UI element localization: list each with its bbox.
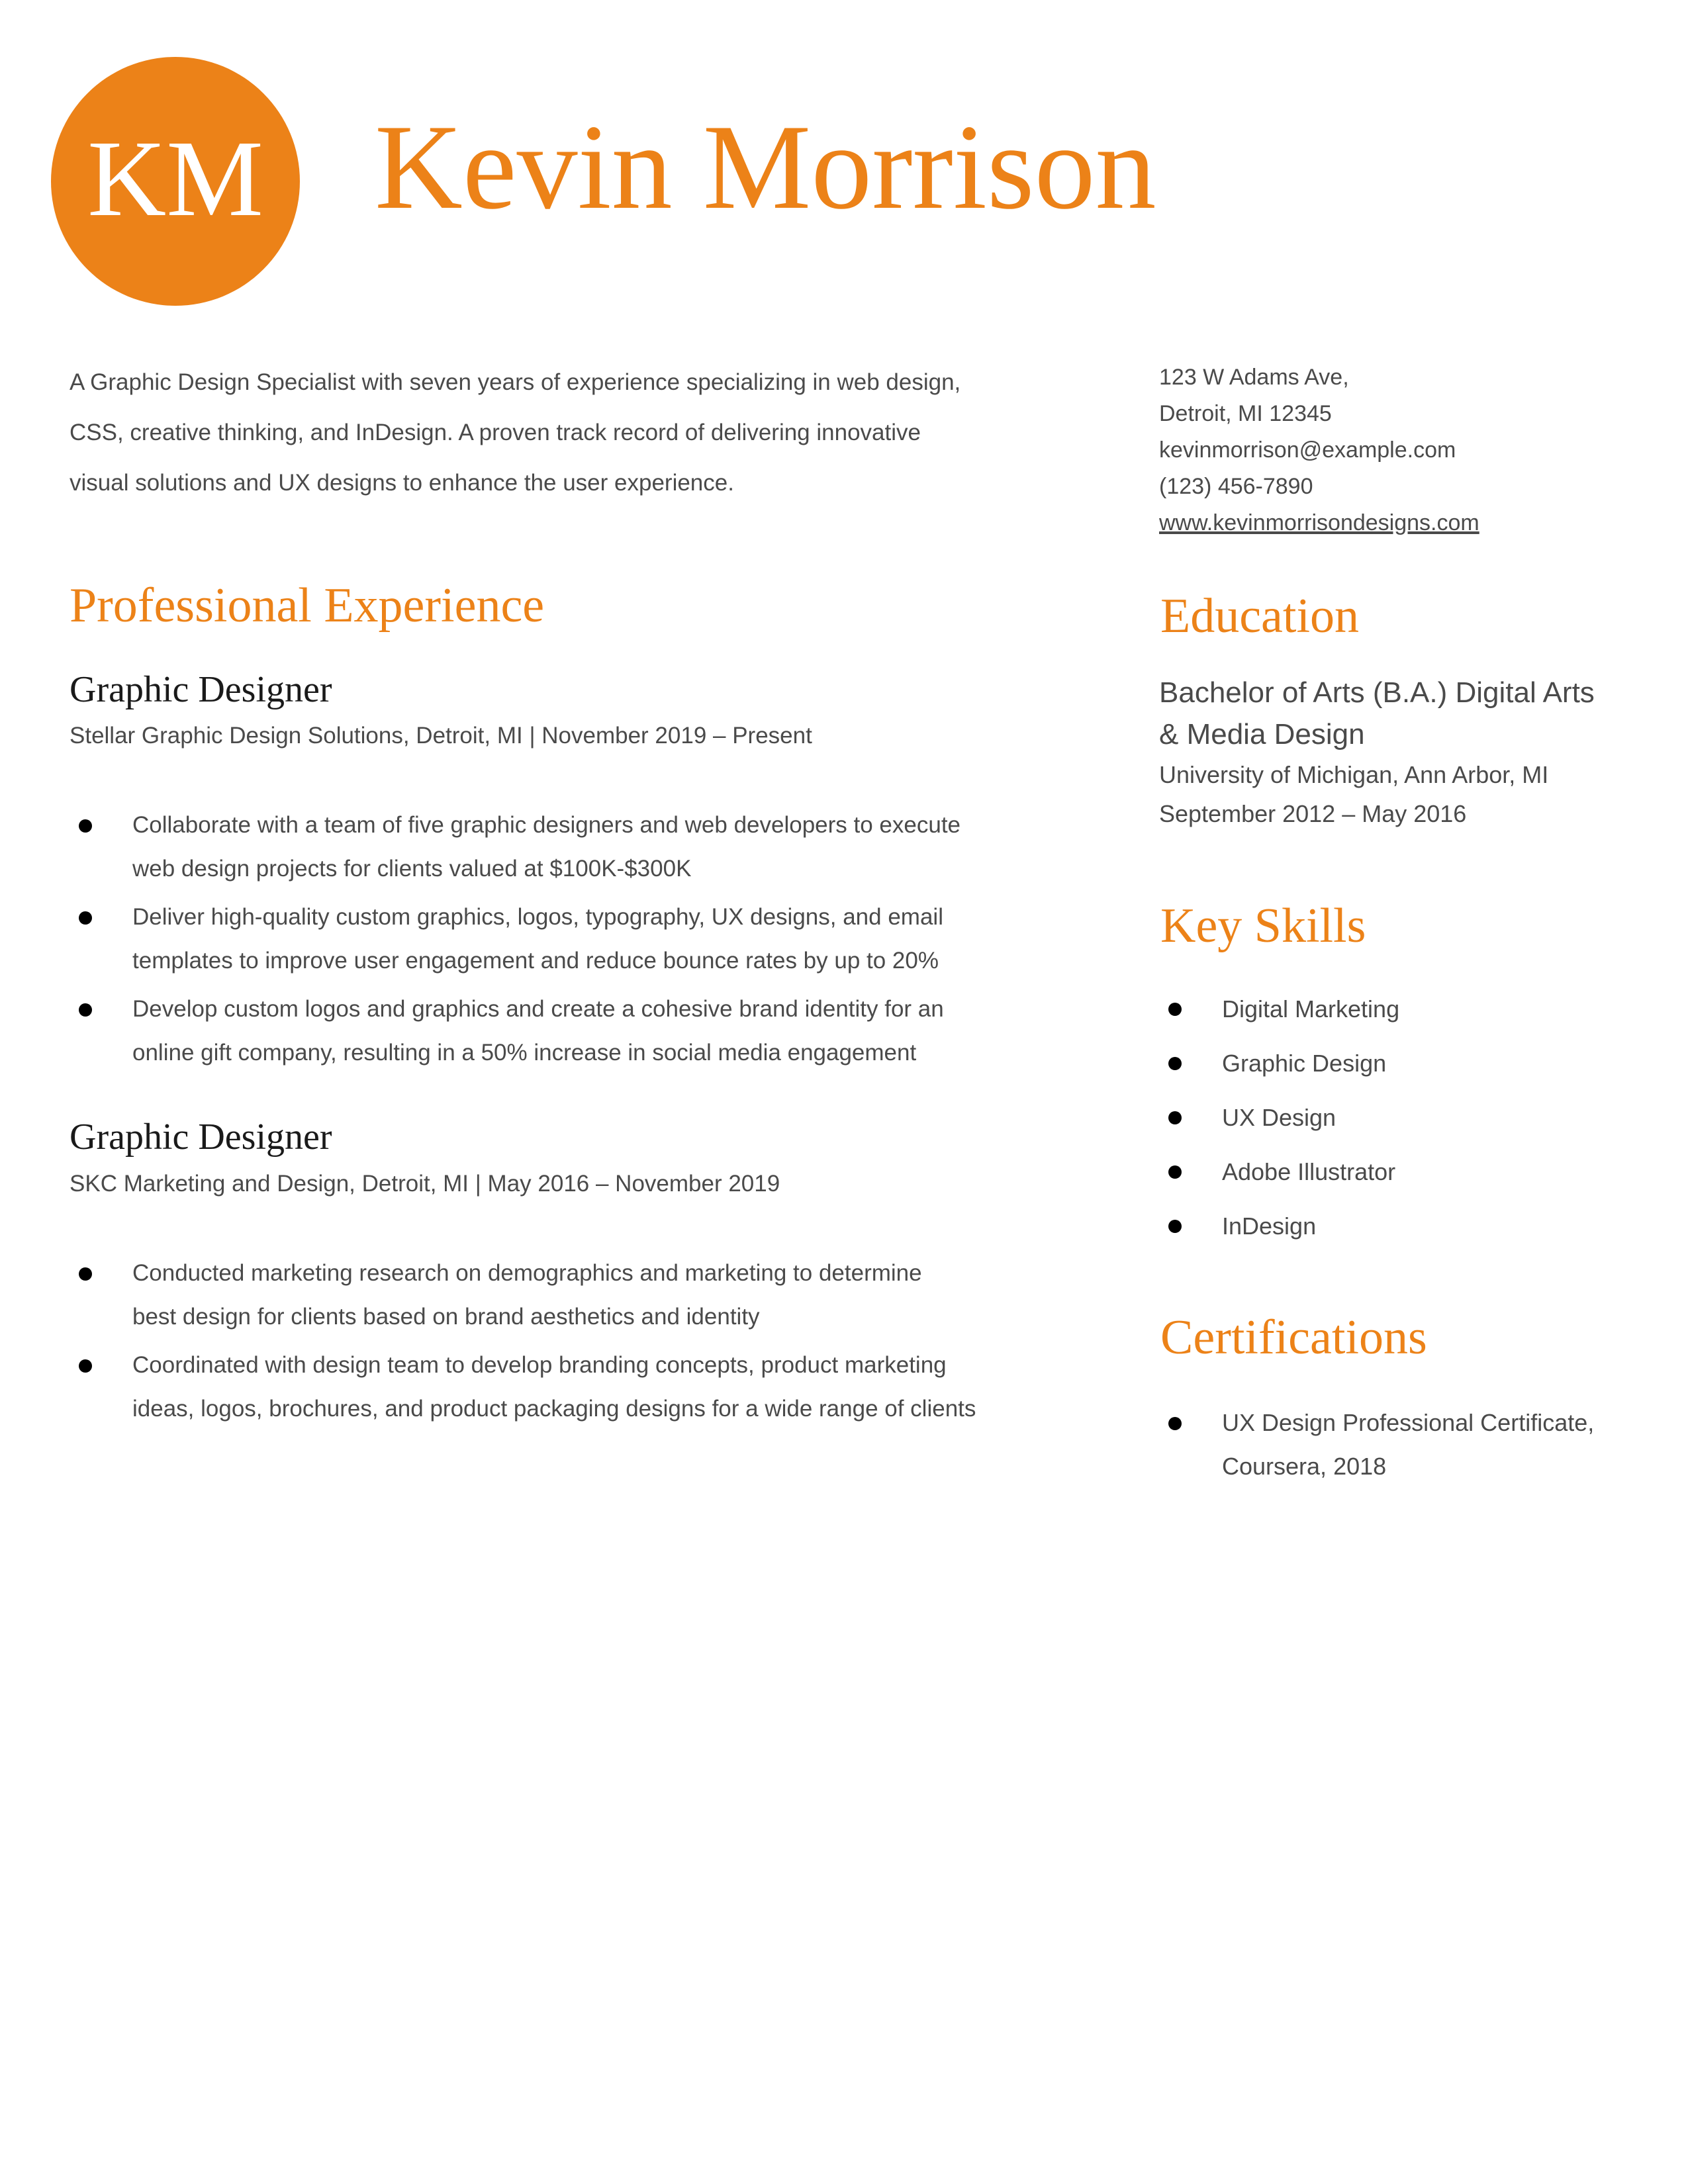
- job-title: Graphic Designer: [70, 1116, 332, 1158]
- job-bullets: [70, 803, 1062, 1079]
- bullet-text: Conducted marketing research on demographics and marketing to determine: [132, 1260, 922, 1286]
- bullet-icon: [79, 1003, 92, 1017]
- bullet-icon: [79, 819, 92, 833]
- certification: UX Design Professional Certificate,: [1222, 1409, 1595, 1436]
- bullet-icon: [79, 1359, 92, 1373]
- list-item: [1159, 993, 1399, 1026]
- list-item: [70, 895, 1062, 983]
- bullet-text: Develop custom logos and graphics and create a cohesive brand identity for an: [132, 996, 944, 1022]
- bullet-text: Coordinated with design team to develop branding concepts, product marketing: [132, 1352, 947, 1378]
- skill: InDesign: [1222, 1212, 1317, 1240]
- bullet-icon: [1168, 1003, 1182, 1016]
- list-item: [70, 1251, 1062, 1339]
- address-line: 123 W Adams Ave,: [1159, 365, 1349, 390]
- bullet-icon: [1168, 1165, 1182, 1179]
- initials-avatar: [51, 57, 300, 306]
- bullet-icon: [1168, 1220, 1182, 1233]
- job-title: Graphic Designer: [70, 669, 332, 710]
- skill: Graphic Design: [1222, 1050, 1387, 1077]
- bullet-text: ideas, logos, brochures, and product packaging designs for a wide range of clients: [132, 1396, 976, 1422]
- bullet-text: web design projects for clients valued at $100K-$300K: [132, 856, 692, 882]
- email[interactable]: kevinmorrison@example.com: [1159, 437, 1456, 463]
- bullet-text: Collaborate with a team of five graphic designers and web developers to execute: [132, 812, 961, 838]
- job-subtitle: SKC Marketing and Design, Detroit, MI | May 2016 – November 2019: [70, 1171, 780, 1197]
- bullet-text: Deliver high-quality custom graphics, logos, typography, UX designs, and email: [132, 904, 943, 930]
- skill: UX Design: [1222, 1104, 1336, 1131]
- education-dates: September 2012 – May 2016: [1159, 800, 1467, 827]
- phone: (123) 456-7890: [1159, 474, 1313, 499]
- list-item: [1159, 1047, 1399, 1080]
- job-bullets: [70, 1251, 1062, 1435]
- candidate-name: Kevin Morrison: [375, 99, 1156, 234]
- degree: & Media Design: [1159, 718, 1365, 751]
- skill: Adobe Illustrator: [1222, 1158, 1396, 1185]
- bullet-text: templates to improve user engagement and reduce bounce rates by up to 20%: [132, 948, 939, 974]
- bullet-icon: [1168, 1111, 1182, 1124]
- list-item: [1159, 1401, 1594, 1488]
- school: University of Michigan, Ann Arbor, MI: [1159, 761, 1549, 788]
- job-subtitle: Stellar Graphic Design Solutions, Detroit, MI | November 2019 – Present: [70, 723, 812, 749]
- education-entry: [1159, 672, 1595, 833]
- list-item: [1159, 1101, 1399, 1134]
- bullet-icon: [1168, 1417, 1182, 1430]
- list-item: [1159, 1156, 1399, 1189]
- list-item: [1159, 1210, 1399, 1243]
- summary-line: visual solutions and UX designs to enhance the user experience.: [70, 470, 734, 496]
- list-item: [70, 1343, 1062, 1431]
- summary-line: CSS, creative thinking, and InDesign. A proven track record of delivering innovative: [70, 420, 921, 445]
- website-link[interactable]: www.kevinmorrisondesigns.com: [1159, 510, 1479, 535]
- bullet-text: best design for clients based on brand aesthetics and identity: [132, 1304, 760, 1330]
- bullet-text: online gift company, resulting in a 50% increase in social media engagement: [132, 1040, 917, 1066]
- degree: Bachelor of Arts (B.A.) Digital Arts: [1159, 676, 1595, 709]
- skills-list: [1159, 993, 1399, 1264]
- certifications-list: [1159, 1401, 1594, 1493]
- contact-info: [1159, 359, 1479, 541]
- summary: [70, 357, 961, 508]
- skills-heading: Key Skills: [1160, 899, 1366, 953]
- list-item: [70, 987, 1062, 1075]
- certification: Coursera, 2018: [1222, 1453, 1387, 1480]
- education-heading: Education: [1160, 589, 1360, 643]
- bullet-icon: [79, 911, 92, 925]
- experience-heading: Professional Experience: [70, 578, 545, 633]
- certifications-heading: Certifications: [1160, 1310, 1427, 1365]
- list-item: [70, 803, 1062, 891]
- bullet-icon: [79, 1267, 92, 1281]
- bullet-icon: [1168, 1057, 1182, 1070]
- initials: KM: [87, 117, 263, 239]
- summary-line: A Graphic Design Specialist with seven years of experience specializing in web design,: [70, 369, 961, 395]
- address-line: Detroit, MI 12345: [1159, 401, 1332, 426]
- skill: Digital Marketing: [1222, 995, 1400, 1023]
